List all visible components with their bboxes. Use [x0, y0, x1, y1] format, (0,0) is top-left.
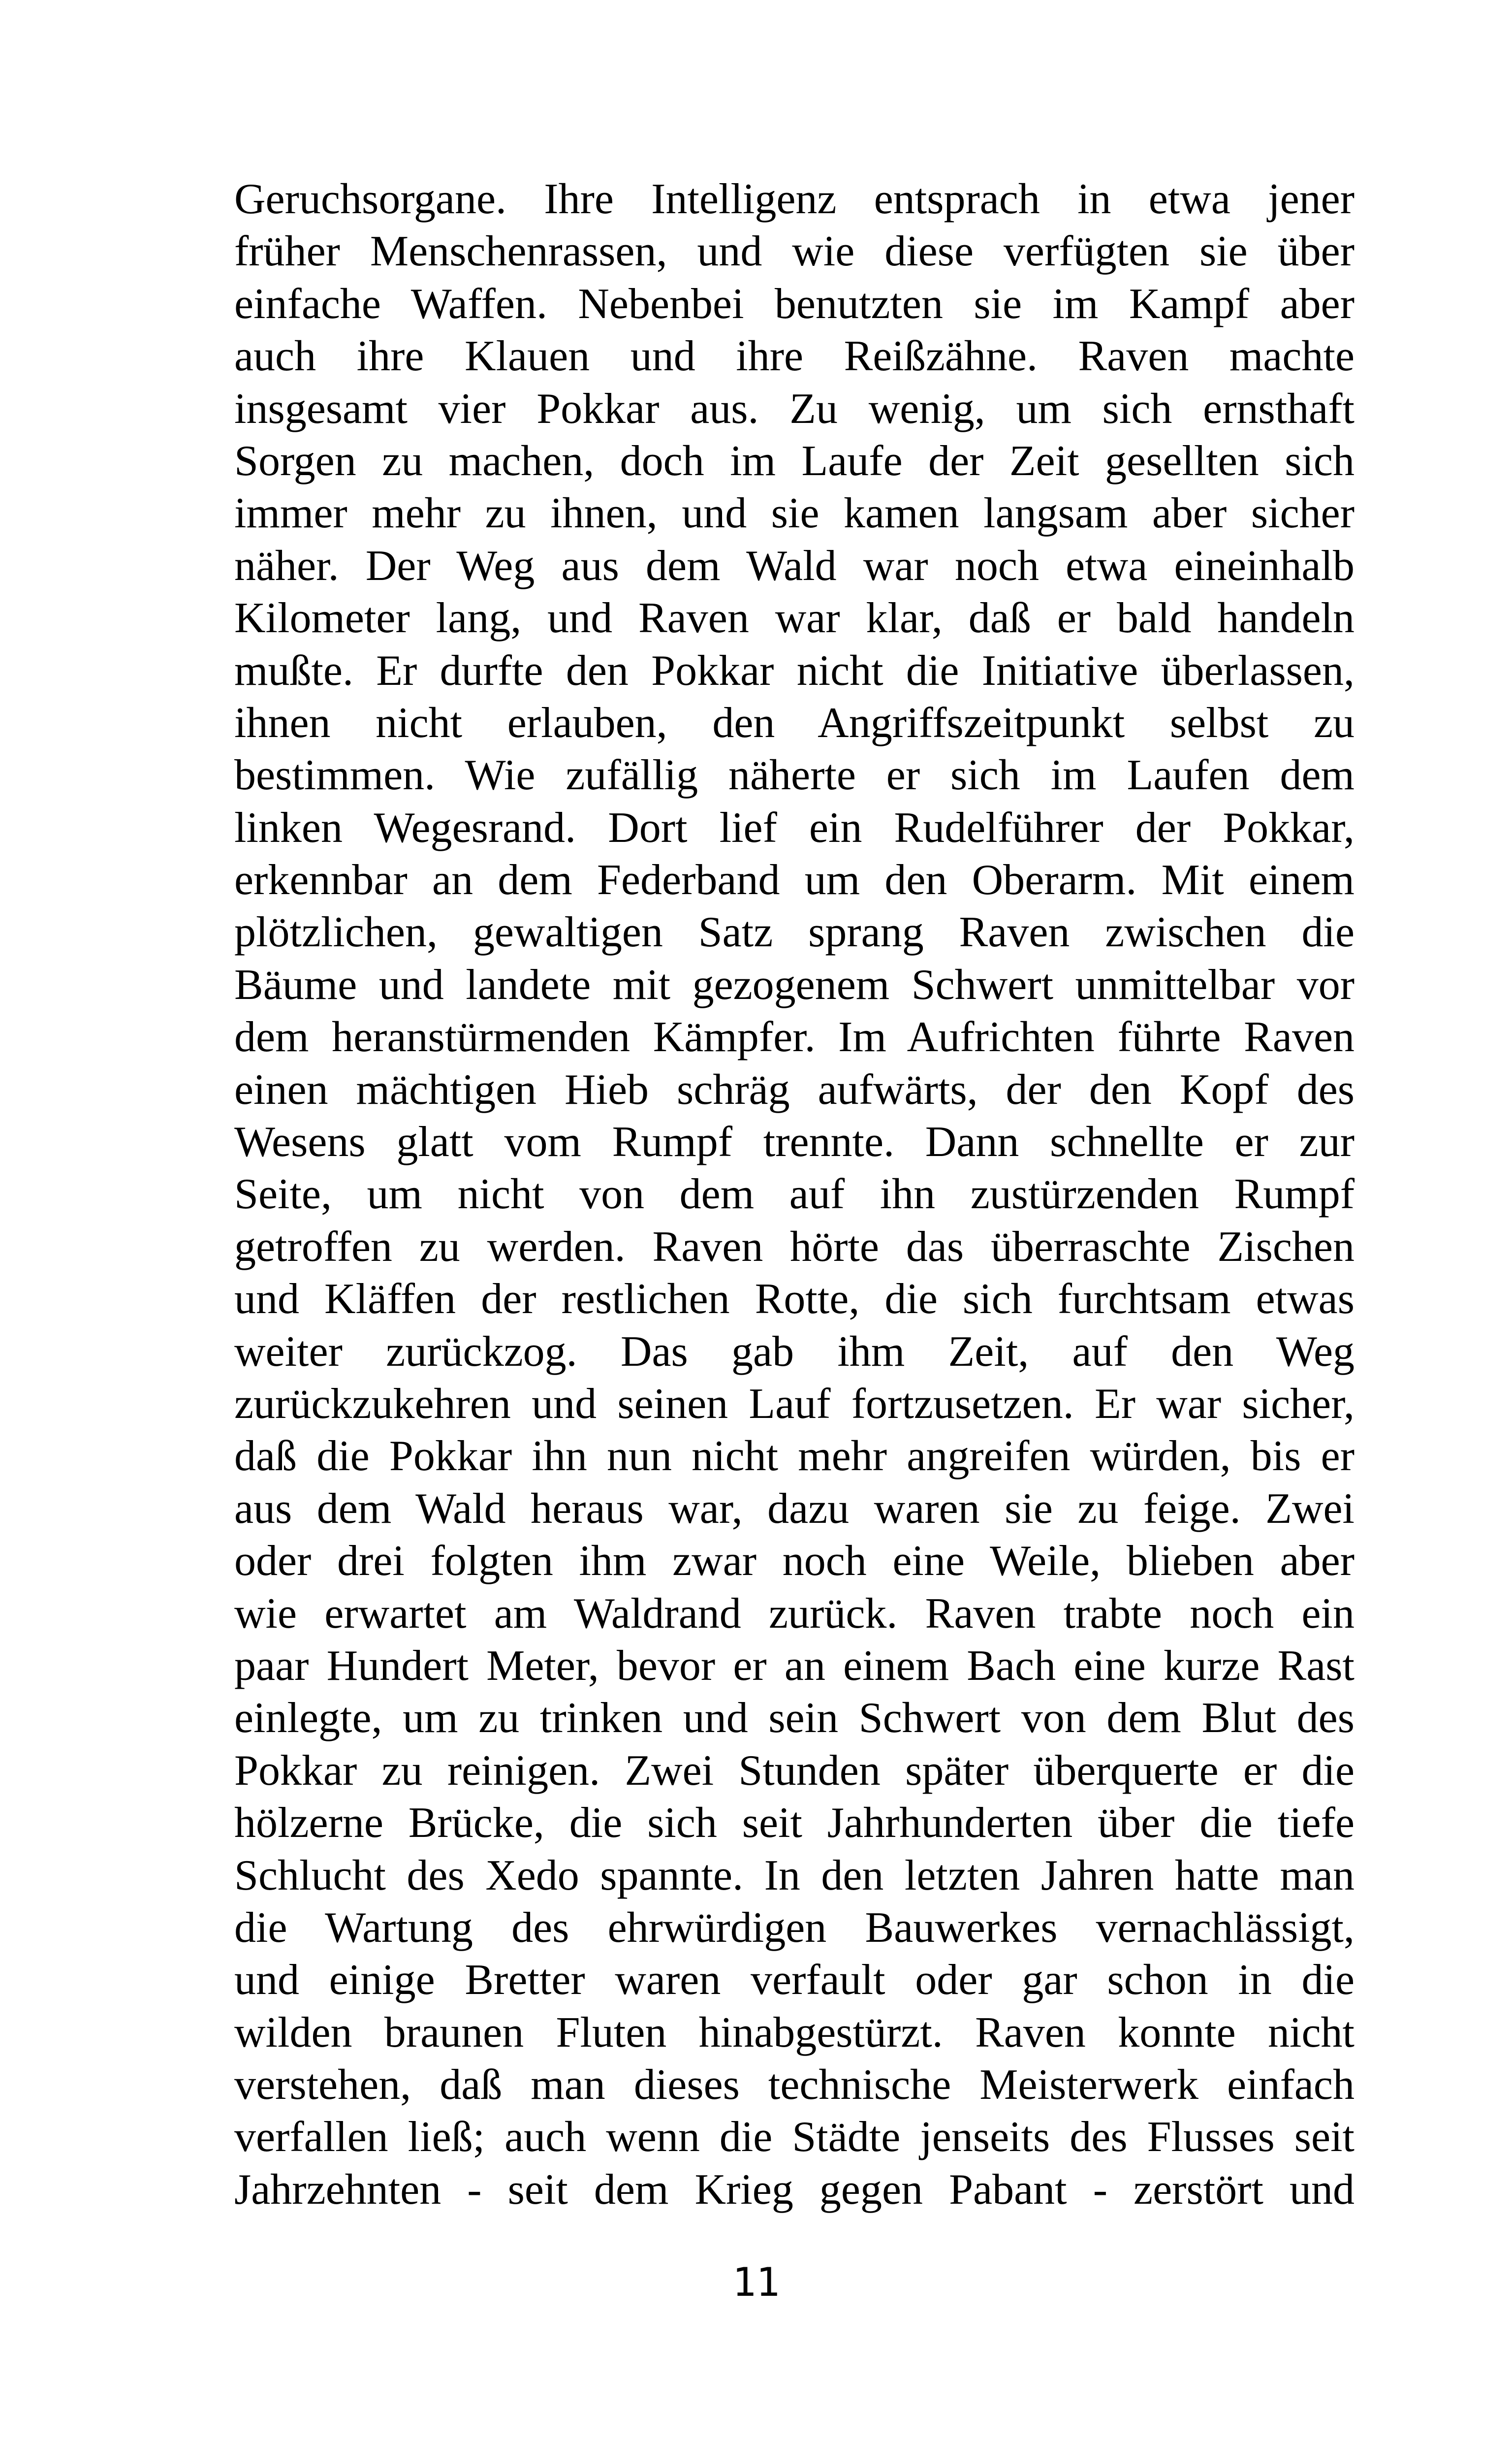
text-line: paar Hundert Meter, bevor er an einem Bach eine kurze Rast [234, 1641, 1354, 1690]
text-line: oder drei folgten ihm zwar noch eine Weile, blieben aber [234, 1537, 1354, 1585]
text-line: einfache Waffen. Nebenbei benutzten sie im Kampf aber [234, 280, 1354, 328]
text-line: weiter zurückzog. Das gab ihm Zeit, auf den Weg [234, 1327, 1354, 1376]
text-line: erkennbar an dem Federband um den Oberarm. Mit einem [234, 856, 1354, 904]
text-line: näher. Der Weg aus dem Wald war noch etwa eineinhalb [234, 542, 1354, 590]
text-line: auch ihre Klauen und ihre Reißzähne. Raven machte [234, 332, 1354, 381]
page-number: 11 [732, 2259, 780, 2305]
text-line: Schlucht des Xedo spannte. In den letzten Jahren hatte man [234, 1851, 1354, 1899]
text-line: einen mächtigen Hieb schräg aufwärts, der den Kopf des [234, 1065, 1354, 1114]
text-line: mußte. Er durfte den Pokkar nicht die Initiative überlassen, [234, 646, 1354, 695]
text-line: verstehen, daß man dieses technische Meisterwerk einfach [234, 2061, 1354, 2109]
text-line: hölzerne Brücke, die sich seit Jahrhunderten über die tiefe [234, 1799, 1354, 1847]
text-line: Seite, um nicht von dem auf ihn zustürzenden Rumpf [234, 1170, 1354, 1219]
text-line: immer mehr zu ihnen, und sie kamen langsam aber sicher [234, 489, 1354, 538]
text-line: plötzlichen, gewaltigen Satz sprang Raven zwischen die [234, 908, 1354, 957]
text-line: Geruchsorgane. Ihre Intelligenz entsprach in etwa jener [234, 175, 1354, 223]
text-line: getroffen zu werden. Raven hörte das überraschte Zischen [234, 1222, 1354, 1271]
text-line: verfallen ließ; auch wenn die Städte jenseits des Flusses seit [234, 2113, 1354, 2161]
text-line: Pokkar zu reinigen. Zwei Stunden später überquerte er die [234, 1746, 1354, 1795]
text-line: früher Menschenrassen, und wie diese verfügten sie über [234, 227, 1354, 276]
text-line: wilden braunen Fluten hinabgestürzt. Raven konnte nicht [234, 2008, 1354, 2057]
text-line: wie erwartet am Waldrand zurück. Raven trabte noch ein [234, 1589, 1354, 1638]
text-line: die Wartung des ehrwürdigen Bauwerkes vernachlässigt, [234, 1903, 1354, 1952]
text-line: bestimmen. Wie zufällig näherte er sich im Laufen dem [234, 751, 1354, 800]
text-line: und einige Bretter waren verfault oder gar schon in die [234, 1956, 1354, 2004]
text-line: Bäume und landete mit gezogenem Schwert unmittelbar vor [234, 961, 1354, 1009]
text-line: aus dem Wald heraus war, dazu waren sie zu feige. Zwei [234, 1484, 1354, 1533]
text-line: linken Wegesrand. Dort lief ein Rudelführer der Pokkar, [234, 804, 1354, 852]
text-line: insgesamt vier Pokkar aus. Zu wenig, um sich ernsthaft [234, 385, 1354, 433]
text-line: einlegte, um zu trinken und sein Schwert von dem Blut des [234, 1694, 1354, 1742]
text-line: Sorgen zu machen, doch im Laufe der Zeit gesellten sich [234, 437, 1354, 485]
text-line: und Kläffen der restlichen Rotte, die sich furchtsam etwas [234, 1275, 1354, 1323]
text-line: dem heranstürmenden Kämpfer. Im Aufrichten führte Raven [234, 1013, 1354, 1061]
text-line: zurückzukehren und seinen Lauf fortzusetzen. Er war sicher, [234, 1380, 1354, 1428]
text-line: Jahrzehnten - seit dem Krieg gegen Pabant - zerstört und [234, 2165, 1354, 2214]
text-line: ihnen nicht erlauben, den Angriffszeitpunkt selbst zu [234, 699, 1354, 747]
text-line: Kilometer lang, und Raven war klar, daß er bald handeln [234, 594, 1354, 643]
text-line: daß die Pokkar ihn nun nicht mehr angreifen würden, bis er [234, 1432, 1354, 1480]
body-text [234, 173, 1354, 2216]
text-line: Wesens glatt vom Rumpf trennte. Dann schnellte er zur [234, 1118, 1354, 1166]
